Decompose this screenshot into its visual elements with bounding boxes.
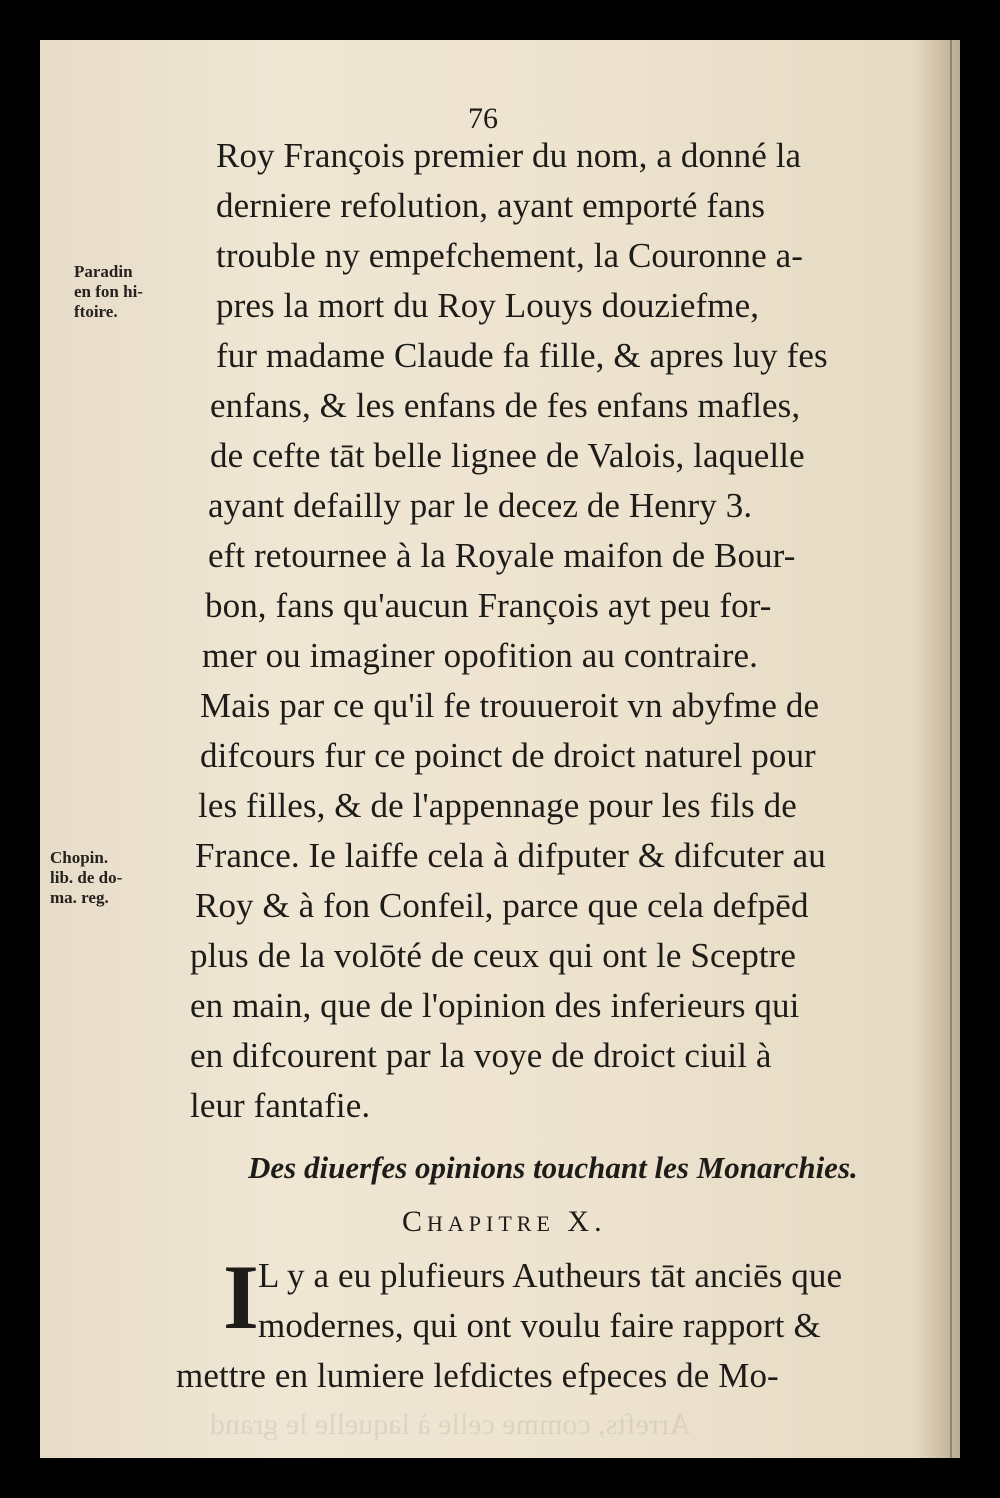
body-line: enfans, & les enfans de fes enfans mafles,	[210, 386, 801, 425]
chapter-word: HAPITRE	[427, 1211, 555, 1236]
body-line: fur madame Claude fa fille, & apres luy fes	[216, 336, 828, 375]
chapter-line: L y a eu plufieurs Autheurs tāt anciēs que	[258, 1256, 843, 1295]
margin-note-chopin	[50, 848, 122, 908]
body-line: France. Ie laiffe cela à difputer & difcuter au	[195, 836, 826, 875]
body-line: en difcourent par la voye de droict ciuil à	[190, 1036, 772, 1075]
body-line: Roy François premier du nom, a donné la	[216, 136, 802, 175]
drop-cap: I	[223, 1246, 259, 1348]
body-line: plus de la volōté de ceux qui ont le Sceptre	[190, 936, 797, 975]
section-heading: Des diuerfes opinions touchant les Monarchies.	[248, 1150, 858, 1185]
body-line: ayant defailly par le decez de Henry 3.	[208, 486, 753, 525]
chapter-initial: C	[402, 1205, 428, 1238]
body-line: derniere refolution, ayant emporté fans	[216, 186, 766, 225]
chapter-title	[402, 1205, 607, 1239]
body-line: bon, fans qu'aucun François ayt peu for-	[205, 586, 772, 625]
body-line: en main, que de l'opinion des inferieurs qui	[190, 986, 800, 1025]
body-line: Mais par ce qu'il fe trouueroit vn abyfme de	[200, 686, 820, 725]
book-page	[40, 40, 960, 1458]
margin-note-line: Paradin	[74, 262, 133, 281]
chapter-line: mettre en lumiere lefdictes efpeces de Mo-	[176, 1356, 779, 1395]
body-line: eft retournee à la Royale maifon de Bour-	[208, 536, 796, 575]
page-gutter-edge	[950, 40, 952, 1458]
bleed-through-text: Arrefts, comme celle à laquelle le grand	[210, 1408, 691, 1441]
body-line: les filles, & de l'appennage pour les fils de	[198, 786, 797, 825]
body-line: mer ou imaginer opofition au contraire.	[202, 636, 758, 675]
margin-note-paradin	[74, 262, 143, 322]
body-line: Roy & à fon Confeil, parce que cela defpēd	[195, 886, 809, 925]
chapter-line: modernes, qui ont voulu faire rapport &	[258, 1306, 821, 1345]
page-number: 76	[468, 102, 498, 135]
margin-note-line: ftoire.	[74, 302, 118, 321]
body-line: trouble ny empefchement, la Couronne a-	[216, 236, 804, 275]
body-line: pres la mort du Roy Louys douziefme,	[216, 286, 760, 325]
margin-note-line: ma. reg.	[50, 888, 109, 907]
body-line: difcours fur ce poinct de droict naturel pour	[200, 736, 816, 775]
body-line: de cefte tāt belle lignee de Valois, laquelle	[210, 436, 805, 475]
chapter-number: X.	[567, 1205, 607, 1238]
body-line: leur fantafie.	[190, 1086, 371, 1125]
margin-note-line: lib. de do-	[50, 868, 123, 887]
margin-note-line: en fon hi-	[74, 282, 143, 301]
margin-note-line: Chopin.	[50, 848, 109, 867]
